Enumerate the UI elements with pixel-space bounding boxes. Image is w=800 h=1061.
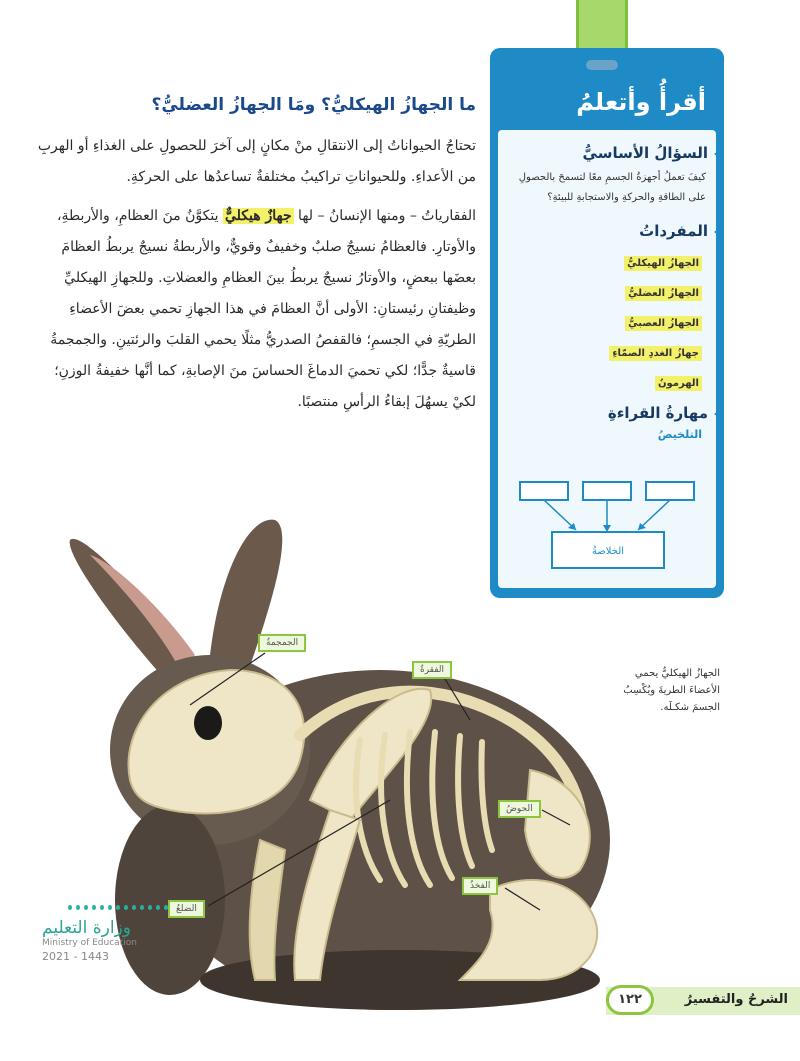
reading-skill-heading: مهارةُ القراءةِ [498,404,708,422]
footer-section-title: الشرحُ والتفسيرُ [684,992,788,1007]
page-number: ١٢٢ [606,985,654,1015]
summary-result-label: الخلاصةُ [591,546,625,557]
label-skull: الجمجمةُ [258,634,306,652]
intro-paragraph: تحتاجُ الحيواناتُ إلى الانتقالِ منْ مكانٍ إلى آخرَ للحصولِ على الغذاءِ أو الهربِ من الأعداءِ. وللحيواناتِ تراكيبُ مختلفةٌ تساعدُها على الحركةِ. [37,138,476,185]
label-pelvis: الحوضُ [498,800,541,818]
ministry-dots-icon [68,905,168,910]
essential-question-heading: السؤالُ الأساسيُّ [498,144,708,162]
vocabulary-heading: المفرداتُ [498,222,708,240]
sidebar-title: أقرأُ وأتعلمُ [576,88,706,116]
vocab-item [498,311,702,330]
vocab-term: الجهازُ العصبيُّ [625,316,702,331]
ministry-year: 2021 - 1443 [42,950,109,963]
label-femur: الفخذُ [462,877,498,895]
reading-skill-summarize: التلخيصُ [657,428,702,441]
page-heading: ما الجهازُ الهيكليُّ؟ ومَا الجهازُ العضليُّ؟ [151,95,476,115]
paragraph-text-pre: الفقارياتُ – ومنها الإنسانُ – لها [293,208,476,224]
vocab-item [498,371,702,390]
essential-question-text: كيفَ تعملُ أجهزةُ الجسمِ معًا لتسمحَ بالحصولِ على الطاقةِ والحركةِ والاستجابةِ للبيئةِ؟ [518,172,706,203]
main-content [30,95,476,426]
figure-caption: الجهازُ الهيكليُّ يحمي الأعضاءَ الطريةَ ويُكْسِبُ الجسمَ شكـلَه. [623,668,720,713]
vocab-term: جهازُ الغددِ الصمّاءِ [609,346,702,361]
label-rib: الضلعُ [168,900,205,918]
rabbit-eye [194,706,222,740]
vocab-item [498,341,702,360]
summary-box-right [646,482,694,500]
ministry-name-arabic: وزارة التعليم [42,918,131,938]
vocab-item [498,251,702,270]
ribbon-slot [586,60,618,70]
vocab-term: الجهازُ الهيكليُّ [624,256,702,271]
summary-box-left [520,482,568,500]
ministry-logo [28,905,168,963]
vocab-term: الهرمونُ [655,376,702,391]
paragraph-text-post: يتكوَّنُ منَ العظامِ، والأربطةِ، والأوتارِ. فالعظامُ نسيجٌ صلبٌ وخفيفٌ وقويٌّ، والأربطةُ نسيجٌ يربطُ العظامَ بعضَها ببعضٍ، والأوتارُ نسيجٌ يربطُ بينَ العظامِ والعضلاتِ. وللجهازِ الهيكليِّ وظيفتانِ رئيستانِ: الأولى أنَّ العظامَ في هذا الجهازِ تحمي بعضَ الأعضاءِ الطريّةِ في الجسمِ؛ فالقفصُ الصدريُّ مثلًا يحمي القلبَ والرئتينِ. والجمجمةُ قاسيةٌ جدًّا؛ لكي تحميَ الدماغَ الحساسَ منَ الإصابةِ، كما أنَّها خفيفةُ الوزنِ؛ لكيْ يسهُلَ إبقاءُ الرأسِ منتصبًا. [50,208,476,410]
vocab-item [498,281,702,300]
label-vertebra: الفقرةُ [412,661,452,679]
vocabulary-list [498,251,716,390]
vocab-term: الجهازُ العضليُّ [625,286,702,301]
ministry-name-english: Ministry of Education [42,938,137,948]
highlighted-term: جهازٌ هيكليٌّ [224,208,292,224]
skeleton-paragraph [30,201,476,418]
summary-box-middle [583,482,631,500]
